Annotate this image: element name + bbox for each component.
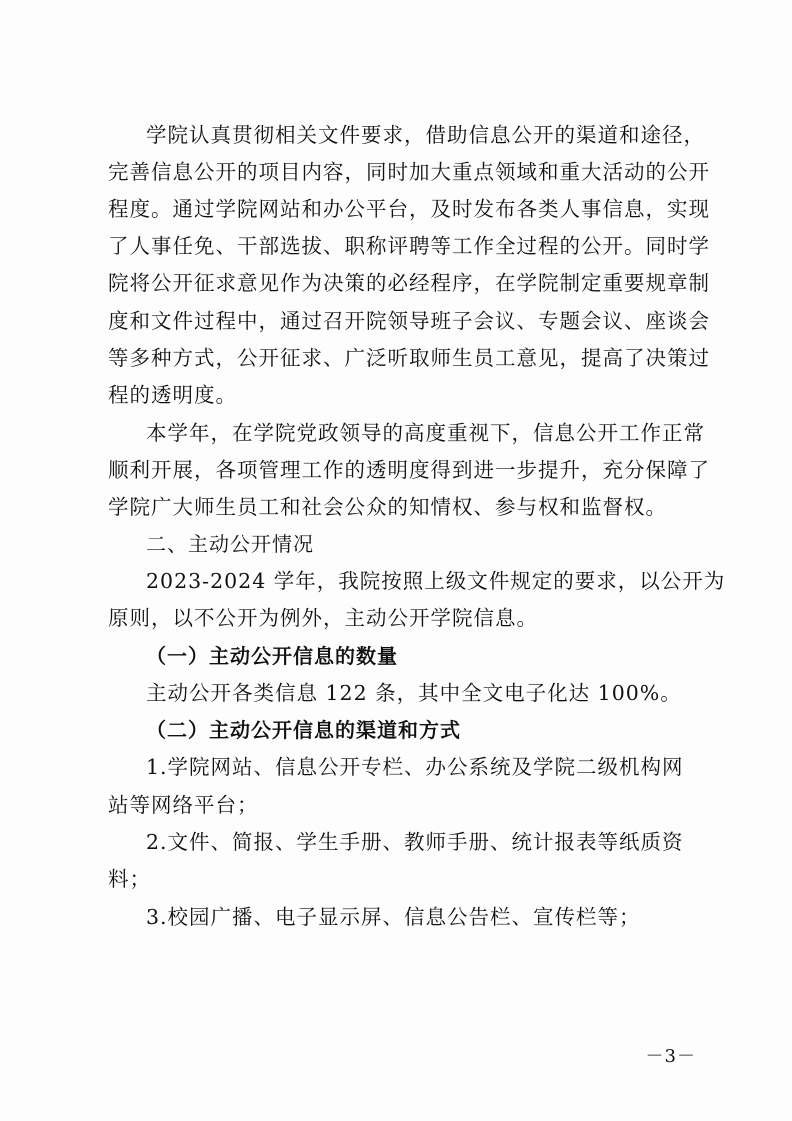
paragraph-line: 完善信息公开的项目内容，同时加大重点领域和重大活动的公开: [108, 160, 710, 184]
paragraph-line: 原则，以不公开为例外，主动公开学院信息。: [108, 606, 538, 630]
paragraph-line: 主动公开各类信息 122 条，其中全文电子化达 100%。: [146, 681, 682, 705]
paragraph-line: 程度。通过学院网站和办公平台，及时发布各类人事信息，实现: [108, 197, 710, 221]
list-item-line: 2.文件、简报、学生手册、教师手册、统计报表等纸质资: [146, 830, 684, 854]
list-item-line: 3.校园广播、电子显示屏、信息公告栏、宣传栏等；: [146, 905, 641, 929]
list-item-line: 料；: [108, 867, 151, 891]
paragraph-line: 学院认真贯彻相关文件要求，借助信息公开的渠道和途径，: [146, 123, 705, 147]
paragraph-line: 顺利开展，各项管理工作的透明度得到进一步提升，充分保障了: [108, 458, 710, 482]
paragraph-line: 度和文件过程中，通过召开院领导班子会议、专题会议、座谈会: [108, 309, 710, 333]
paragraph-line: 了人事任免、干部选拔、职称评聘等工作全过程的公开。同时学: [108, 234, 710, 258]
paragraph-line: 学院广大师生员工和社会公众的知情权、参与权和监督权。: [108, 495, 667, 519]
paragraph-line: 本学年，在学院党政领导的高度重视下，信息公开工作正常: [146, 421, 705, 445]
subsection-heading: （一）主动公开信息的数量: [146, 644, 398, 668]
paragraph-line: 程的透明度。: [108, 383, 237, 407]
list-item-line: 1.学院网站、信息公开专栏、办公系统及学院二级机构网: [146, 755, 684, 779]
section-heading: 二、主动公开情况: [146, 532, 314, 556]
paragraph-line: 等多种方式，公开征求、广泛听取师生员工意见，提高了决策过: [108, 346, 710, 370]
page-number: －3－: [645, 1046, 696, 1067]
paragraph-line: 2023-2024 学年，我院按照上级文件规定的要求，以公开为: [146, 569, 726, 593]
paragraph-line: 院将公开征求意见作为决策的必经程序，在学院制定重要规章制: [108, 271, 710, 295]
list-item-line: 站等网络平台；: [108, 793, 259, 817]
subsection-heading: （二）主动公开信息的渠道和方式: [146, 718, 461, 742]
